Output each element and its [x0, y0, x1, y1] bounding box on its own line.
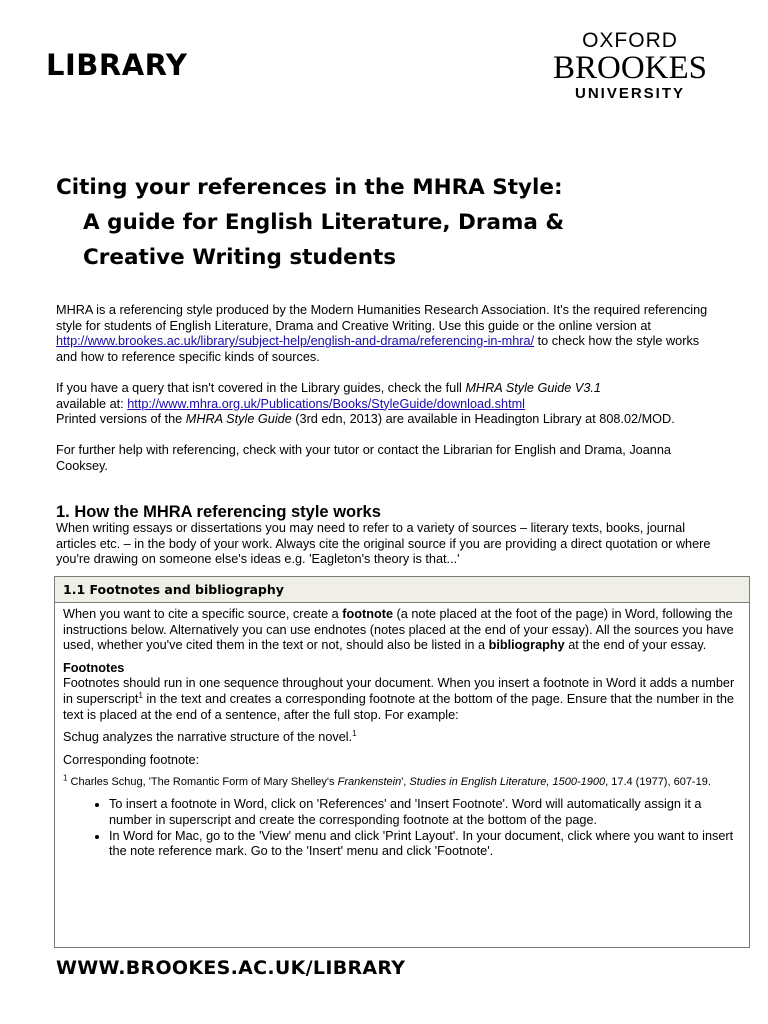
intro-p2-before: If you have a query that isn't covered in the Library guides, check the full: [56, 380, 466, 395]
box-header: 1.1 Footnotes and bibliography: [55, 577, 749, 603]
section-1-heading: 1. How the MHRA referencing style works: [56, 503, 381, 521]
logo-line-oxford: OXFORD: [582, 29, 678, 52]
intro-p1-after: to check how the style works and how to reference specific kinds of sources.: [56, 334, 700, 364]
corresponding-footnote-label: Corresponding footnote:: [63, 752, 200, 767]
example-superscript: 1: [352, 728, 357, 738]
intro-p2-printed-after: (3rd edn, 2013) are available in Headington Library at 808.02/MOD.: [291, 412, 675, 427]
document-title: [56, 170, 736, 275]
logo-line-brookes: BROOKES: [552, 50, 708, 86]
printed-guide-title: MHRA Style Guide: [185, 412, 292, 427]
brookes-mhra-guide-link[interactable]: http://www.brookes.ac.uk/library/subject-help/english-and-drama/referencing-in-mhra/: [56, 334, 535, 349]
footnote-journal-title: Studies in English Literature, 1500-1900: [409, 776, 606, 789]
box-paragraph-1: [63, 607, 741, 654]
box-p1-a: When you want to cite a specific source, create a: [63, 607, 343, 621]
intro-p1-text: MHRA is a referencing style produced by the Modern Humanities Research Association. It's the required referencing style for students of English Literature, Drama and Creative Writing. Use this guide or the online version at: [56, 303, 708, 333]
mhra-style-guide-link[interactable]: http://www.mhra.org.uk/Publications/Books/StyleGuide/download.shtml: [127, 396, 525, 411]
intro-p2-mid: available at:: [56, 396, 128, 411]
example-sentence: [63, 730, 741, 746]
superscript-marker: 1: [138, 690, 143, 700]
footnote-work-title: Frankenstein: [337, 776, 402, 789]
title-line-1: Citing your references in the MHRA Style:: [56, 175, 563, 200]
library-heading: LIBRARY: [46, 48, 188, 82]
box-content: [55, 603, 749, 860]
footnote-text-c: , 17.4 (1977), 607-19.: [605, 776, 711, 789]
footnote-term: footnote: [342, 607, 393, 621]
footer-website-url[interactable]: WWW.BROOKES.AC.UK/LIBRARY: [56, 957, 406, 979]
footnotes-subheading: Footnotes: [63, 660, 125, 675]
intro-paragraph-1: [56, 303, 720, 365]
intro-paragraph-3: For further help with referencing, check with your tutor or contact the Librarian for English and Drama, Joanna Cooksey.: [56, 443, 671, 473]
intro-p2-printed-before: Printed versions of the: [56, 412, 186, 427]
box-p1-c: at the end of your essay.: [564, 638, 707, 653]
title-line-2: A guide for English Literature, Drama &: [83, 210, 565, 235]
footnote-number: 1: [63, 773, 68, 783]
intro-section: [56, 303, 720, 490]
list-item: • To insert a footnote in Word, click on 'References' and 'Insert Footnote'. Word will automatically assign it a number in superscript and create the corresponding footnote at the bottom of the page.: [109, 797, 741, 828]
logo-line-university: UNIVERSITY: [574, 85, 685, 102]
section-1-body: When writing essays or dissertations you may need to refer to a variety of sources – literary texts, books, journal articles etc. – in the body of your work. Always cite the original source if you are providing a direct quotation or where you're drawing on someone else's ideas e.g. 'Eagleton's theory is that...': [56, 521, 711, 567]
instructions-list: [63, 797, 741, 859]
footnotes-text-a: Footnotes should run in one sequence throughout your document. When you insert a footnote in Word it adds a number in superscript: [63, 676, 735, 706]
footnotes-bibliography-box: [54, 576, 750, 948]
footnotes-paragraph: [63, 676, 741, 723]
list-item: • In Word for Mac, go to the 'View' menu and click 'Print Layout'. In your document, click where you want to insert the note reference mark. Go to the 'Insert' menu and click 'Footnote'.: [109, 829, 741, 860]
box-p1-b: (a note placed at the foot of the page) in Word, following the instructions below. Alternatively you can use endnotes (notes placed at the end of your essay). All the sources you have used, whether you've cited them in the text or not, should also be listed in a: [63, 607, 734, 653]
footnote-text-b: ',: [401, 776, 410, 789]
title-line-3: Creative Writing students: [83, 245, 397, 270]
example-text: Schug analyzes the narrative structure of the novel.: [63, 730, 353, 745]
example-footnote: [63, 775, 741, 790]
intro-paragraph-2: [56, 381, 720, 428]
bibliography-term: bibliography: [488, 638, 565, 653]
footnote-text-a: Charles Schug, 'The Romantic Form of Mary Shelley's: [67, 776, 338, 789]
style-guide-title: MHRA Style Guide V3.1: [465, 380, 601, 395]
oxford-brookes-logo: [548, 30, 712, 101]
footnotes-text-b: in the text and creates a corresponding footnote at the bottom of the page. Ensure that the number in the text is placed at the end of a sentence, after the full stop. For example:: [63, 691, 734, 722]
